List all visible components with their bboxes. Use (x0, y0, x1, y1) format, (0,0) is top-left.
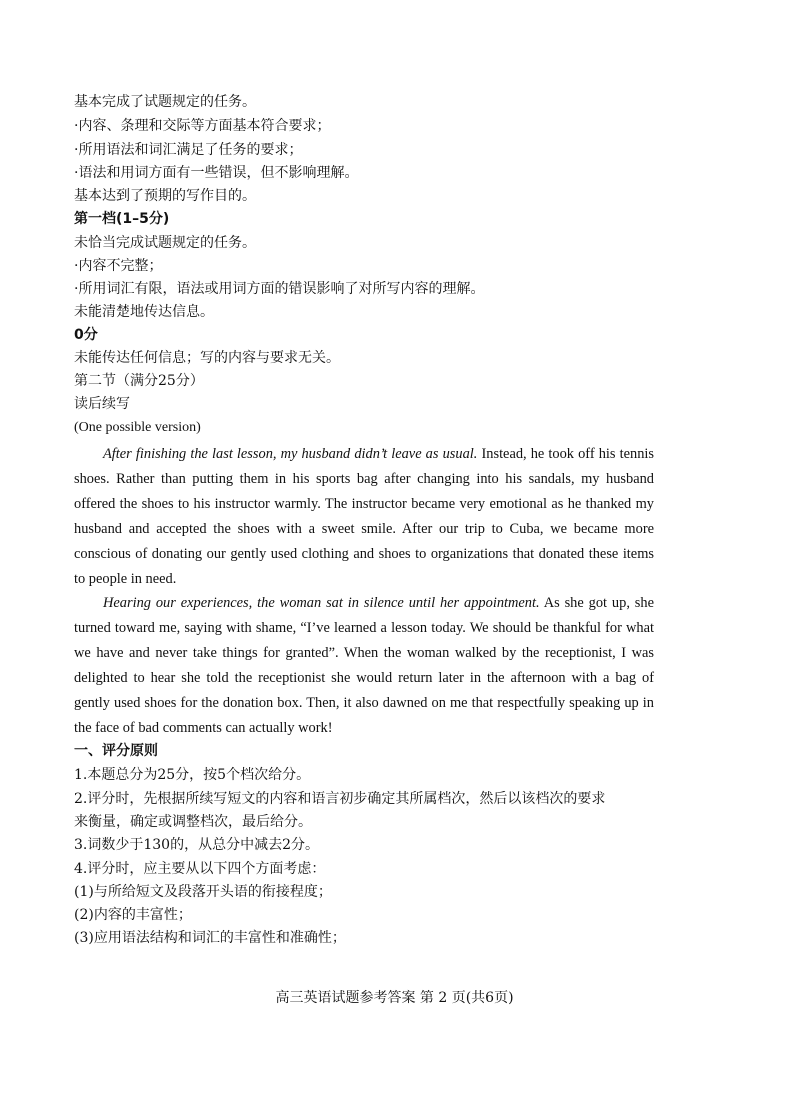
text-line: (3)应用语法结构和词汇的丰富性和准确性； (74, 930, 346, 946)
text-line: 基本完成了试题规定的任务。 (74, 94, 256, 110)
paragraph-body: Instead, he took off his tennis shoes. Rather than putting them in his sports bag after changing into his sandals, my husband offered the shoes to his instructor warmly. The instructor became very emotional as he thanked my husband and accepted the shoes with a sweet smile. After our trip to Cuba, we became more conscious of donating our gently used clothing and shoes to organizations that donated these items to people in need. (74, 446, 654, 587)
text-line: 未能传达任何信息；写的内容与要求无关。 (74, 350, 340, 366)
grade-heading: 第一档(1–5分) (74, 211, 170, 227)
page-footer: 高三英语试题参考答案 第 2 页(共6页) (275, 990, 514, 1006)
text-line: ·所用语法和词汇满足了任务的要求； (74, 142, 303, 158)
text-line: ·所用词汇有限，语法或用词方面的错误影响了对所写内容的理解。 (74, 281, 485, 297)
paragraph-body: As she got up, she turned toward me, saying with shame, “I’ve learned a lesson today. We should be thankful for what we have and never take things for granted”. When the woman walked by the receptionist, I was delighted to hear she told the receptionist she would return later in the afternoon with a bag of gently used shoes for the donation box. Then, it also dawned on me that respectfully speaking up in the face of bad comments can actually work! (74, 595, 654, 736)
essay-paragraph-2 (74, 591, 654, 741)
text-line: 未恰当完成试题规定的任务。 (74, 235, 256, 251)
paragraph-opening: After finishing the last lesson, my husband didn’t leave as usual. (103, 446, 478, 462)
text-line: ·内容不完整； (74, 258, 163, 274)
section-subtitle: 读后续写 (74, 396, 130, 412)
text-line: (1)与所给短文及段落开头语的衔接程度； (74, 884, 332, 900)
text-line: ·语法和用词方面有一些错误，但不影响理解。 (74, 165, 359, 181)
text-line: (2)内容的丰富性； (74, 907, 192, 923)
scoring-heading: 一、评分原则 (74, 743, 158, 759)
text-line: 3.词数少于130的，从总分中减去2分。 (74, 837, 319, 853)
paragraph-opening: Hearing our experiences, the woman sat in silence until her appointment. (103, 595, 540, 611)
text-line: 未能清楚地传达信息。 (74, 304, 214, 320)
text-line: 4.评分时，应主要从以下四个方面考虑： (74, 861, 326, 877)
text-line: 基本达到了预期的写作目的。 (74, 188, 256, 204)
text-line: 1.本题总分为25分，按5个档次给分。 (74, 767, 311, 783)
text-line: 来衡量，确定或调整档次，最后给分。 (74, 814, 312, 830)
essay-paragraph-1 (74, 442, 654, 592)
text-line: 2.评分时，先根据所续写短文的内容和语言初步确定其所属档次，然后以该档次的要求 (74, 791, 606, 807)
grade-heading: 0分 (74, 327, 98, 343)
text-line: ·内容、条理和交际等方面基本符合要求； (74, 118, 331, 134)
section-title: 第二节（满分25分） (74, 373, 204, 389)
version-note: (One possible version) (74, 420, 201, 435)
